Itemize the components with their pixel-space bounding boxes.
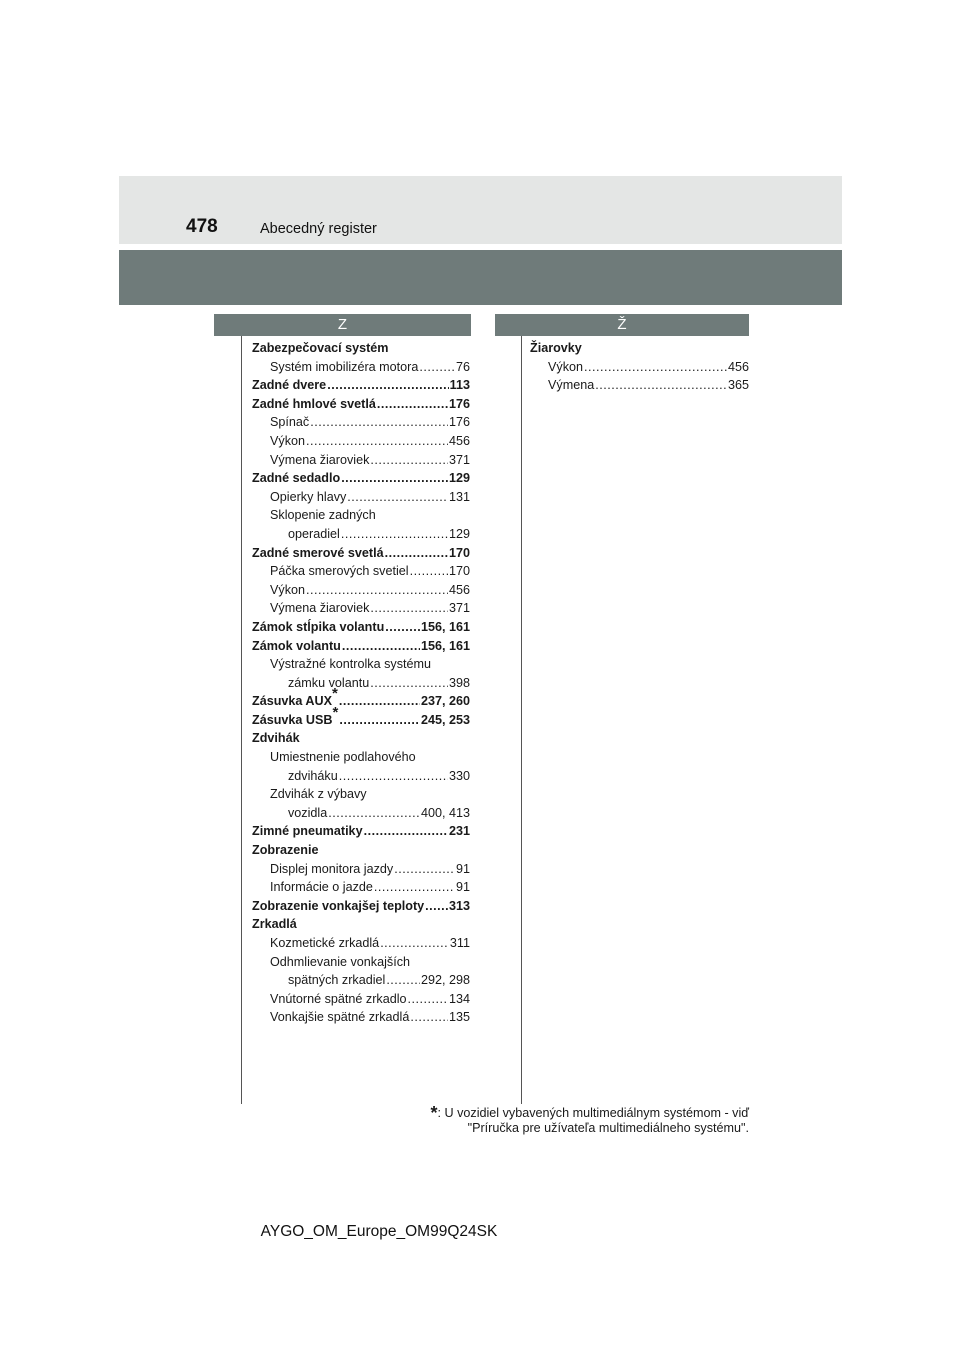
index-entry-text: Systém imobilizéra motora — [270, 359, 419, 374]
index-entry-term — [270, 451, 369, 470]
index-entry-text: Zobrazenie — [252, 843, 319, 858]
index-entry-page: 134 — [448, 991, 470, 1006]
index-entry-term — [252, 685, 338, 711]
dot-leader — [347, 488, 448, 507]
index-entry-page: 170 — [448, 564, 470, 579]
index-entry-term — [252, 843, 318, 857]
index-entry-term — [252, 897, 424, 916]
dot-leader — [310, 413, 448, 432]
dot-leader — [394, 860, 455, 879]
index-entry-page: 371 — [448, 601, 470, 616]
index-entry — [252, 469, 470, 488]
index-entry-term — [530, 341, 582, 355]
index-entry-page: 91 — [455, 861, 470, 876]
index-entry-page: 91 — [455, 880, 470, 895]
index-entry-term — [252, 917, 297, 931]
index-entry-term — [270, 657, 431, 671]
index-entry — [252, 506, 470, 525]
index-entry-term — [270, 990, 407, 1009]
index-entry — [252, 767, 470, 786]
index-entry — [252, 562, 470, 581]
index-entry — [252, 358, 470, 377]
letter-bar-z: Z — [214, 314, 471, 336]
dot-leader — [380, 934, 449, 953]
dot-leader — [377, 395, 448, 414]
index-entry-page: 156, 161 — [420, 638, 470, 653]
index-entry-text: Odhmlievanie vonkajších — [270, 954, 411, 969]
index-entry — [252, 655, 470, 674]
index-entry — [252, 544, 470, 563]
letter-bar-zh: Ž — [495, 314, 749, 336]
index-entry — [252, 703, 470, 730]
index-entry-text: Vnútorné spätné zrkadlo — [270, 991, 407, 1006]
index-entry — [252, 451, 470, 470]
index-entry — [252, 618, 470, 637]
index-entry-page: 176 — [448, 415, 470, 430]
index-entry — [252, 804, 470, 823]
index-entry — [252, 339, 470, 358]
index-entry-page: 292, 298 — [420, 973, 470, 988]
index-entry-term — [270, 955, 410, 969]
index-entry — [252, 413, 470, 432]
index-entry-page: 311 — [449, 936, 470, 950]
index-entry-term — [252, 544, 384, 563]
index-entry — [252, 395, 470, 414]
index-entry — [252, 581, 470, 600]
index-entry-text: Výkon — [270, 433, 306, 448]
index-entry-term — [270, 358, 418, 377]
index-entry-text: Zdvihák z výbavy — [270, 787, 367, 802]
index-entry — [530, 339, 749, 358]
index-entry — [252, 488, 470, 507]
page-number: 478 — [186, 216, 218, 237]
index-entry-text: Výmena — [548, 378, 595, 393]
index-entry — [252, 785, 470, 804]
index-entry-text: Zimné pneumatiky — [252, 824, 363, 839]
index-entry-page: 113 — [449, 378, 470, 393]
index-entry-text: Zadné smerové svetlá — [252, 545, 384, 560]
index-entry-page: 176 — [448, 396, 470, 411]
column-divider-right — [521, 336, 522, 1104]
index-entry-text: zámku volantu — [288, 675, 370, 690]
index-entry-term — [270, 413, 309, 432]
index-entry-term — [270, 1008, 409, 1027]
index-entry-page: 400, 413 — [420, 805, 470, 820]
index-entry — [252, 841, 470, 860]
index-entry-term — [270, 508, 376, 522]
index-entry — [252, 878, 470, 897]
index-entry — [252, 674, 470, 693]
index-entry-text: Zadné sedadlo — [252, 471, 341, 486]
index-entry-text: Výmena žiaroviek — [270, 601, 370, 616]
index-entry-text: vozidla — [288, 805, 328, 820]
index-entry-term — [252, 637, 341, 656]
index-entry-term — [288, 804, 327, 823]
index-entry — [252, 953, 470, 972]
index-entry-term — [270, 750, 416, 764]
index-entry-page: 237, 260 — [420, 694, 470, 709]
dot-leader — [342, 637, 420, 656]
index-entry-text: Sklopenie zadných — [270, 508, 376, 523]
index-entry-page: 371 — [448, 452, 470, 467]
dot-leader — [385, 544, 448, 563]
index-entry-term — [252, 376, 326, 395]
index-entry-term — [252, 395, 376, 414]
column-divider-left — [241, 336, 242, 1104]
index-entry — [252, 685, 470, 711]
index-entry-text: Spínač — [270, 415, 310, 430]
index-entry-page: 456 — [727, 359, 749, 374]
index-entry-term — [288, 971, 385, 990]
index-entry-page: 398 — [448, 675, 470, 690]
index-entry — [252, 860, 470, 879]
dot-leader — [306, 581, 448, 600]
dot-leader — [341, 469, 448, 488]
index-entry-text: Výmena žiaroviek — [270, 452, 370, 467]
index-entry-page: 129 — [448, 471, 470, 486]
index-entry-page: 245, 253 — [420, 712, 470, 727]
dot-leader — [339, 711, 420, 730]
footnote-star: * — [430, 1103, 438, 1123]
index-entry — [252, 822, 470, 841]
dot-leader — [328, 804, 420, 823]
index-entry-term — [270, 432, 305, 451]
index-entry — [252, 915, 470, 934]
index-entry-text: Zásuvka USB — [252, 712, 333, 727]
index-entry — [252, 897, 470, 916]
dot-leader — [410, 1008, 448, 1027]
index-entry-term — [270, 581, 305, 600]
index-column-left — [252, 339, 470, 1027]
footnote — [430, 1103, 750, 1136]
index-entry-page: 231 — [448, 824, 470, 839]
footnote-marker: * — [332, 703, 339, 721]
index-entry — [252, 432, 470, 451]
dot-leader — [339, 767, 448, 786]
dot-leader — [327, 376, 448, 395]
index-entry-page: 170 — [448, 545, 470, 560]
index-entry — [252, 990, 470, 1009]
index-entry-text: Kozmetické zrkadlá — [270, 936, 380, 950]
index-entry-text: Umiestnenie podlahového — [270, 750, 416, 765]
index-entry-text: spätných zrkadiel — [288, 973, 386, 988]
index-entry — [252, 971, 470, 990]
index-entry-text: Zadné hmlové svetlá — [252, 396, 376, 411]
index-entry — [252, 376, 470, 395]
index-entry-page: 129 — [448, 526, 470, 541]
index-entry-text: Displej monitora jazdy — [270, 861, 394, 876]
index-entry — [252, 729, 470, 748]
index-entry-term — [252, 618, 384, 637]
index-entry-term — [252, 341, 389, 355]
index-entry-text: Zobrazenie vonkajšej teploty — [252, 898, 425, 913]
document-code: AYGO_OM_Europe_OM99Q24SK — [260, 1223, 498, 1240]
dot-leader — [385, 618, 420, 637]
index-entry-text: Informácie o jazde — [270, 880, 373, 895]
dot-leader — [386, 971, 420, 990]
index-entry — [252, 934, 470, 953]
dot-leader — [425, 897, 448, 916]
dot-leader — [370, 599, 448, 618]
dot-leader — [370, 451, 448, 470]
index-entry-text: Zámok volantu — [252, 638, 341, 653]
index-entry-term — [270, 562, 409, 581]
dot-leader — [341, 525, 448, 544]
index-entry-term — [252, 469, 340, 488]
index-entry — [252, 525, 470, 544]
index-entry-page: 330 — [448, 768, 470, 783]
index-entry-text: zdviháku — [288, 768, 338, 783]
index-entry-text: Výkon — [548, 359, 584, 374]
section-title: Abecedný register — [260, 221, 377, 237]
dot-leader — [595, 376, 727, 395]
index-entry-text: Opierky hlavy — [270, 489, 347, 504]
dot-leader — [374, 878, 455, 897]
index-entry-text: Žiarovky — [530, 341, 582, 355]
index-column-right — [530, 339, 749, 395]
dot-leader — [339, 692, 420, 711]
index-entry-term — [270, 878, 373, 897]
index-entry-text: Výkon — [270, 582, 306, 597]
index-entry — [252, 599, 470, 618]
dot-leader — [419, 358, 455, 377]
header-top-band — [119, 176, 842, 244]
index-entry-page: 76 — [455, 359, 470, 374]
index-entry-page: 313 — [448, 898, 470, 913]
index-entry-term — [252, 731, 300, 745]
dot-leader — [370, 674, 448, 693]
index-entry-term — [288, 767, 338, 786]
index-entry-text: Zadné dvere — [252, 378, 327, 393]
footnote-line-2: "Príručka pre užívateľa multimediálneho systému". — [467, 1121, 749, 1135]
index-entry-page: 365 — [727, 378, 749, 393]
index-entry-page: 456 — [448, 433, 470, 448]
dot-leader — [410, 562, 448, 581]
header-band — [119, 250, 842, 305]
footnote-line-1: *: U vozidiel vybavených multimediálnym systémom - viď — [430, 1103, 749, 1123]
index-entry-text: Vonkajšie spätné zrkadlá — [270, 1010, 410, 1025]
index-entry-term — [270, 488, 346, 507]
index-entry-term — [270, 860, 393, 879]
index-entry-term — [288, 674, 369, 693]
index-entry-text: Zásuvka AUX — [252, 694, 333, 709]
index-entry — [252, 748, 470, 767]
dot-leader — [584, 358, 727, 377]
index-entry-page: 456 — [448, 582, 470, 597]
index-entry-text: Páčka smerových svetiel — [270, 564, 409, 579]
index-entry-text: Zdvihák — [252, 731, 300, 746]
index-entry-page: 156, 161 — [420, 619, 470, 634]
index-entry-text: Zámok stĺpika volantu — [252, 619, 385, 634]
index-entry-term — [270, 599, 369, 618]
index-entry — [252, 1008, 470, 1027]
index-entry-term — [252, 703, 339, 730]
index-entry-text: Výstražné kontrolka systému — [270, 657, 431, 672]
index-entry — [530, 358, 749, 377]
index-entry-term — [270, 934, 379, 953]
index-entry-term — [252, 822, 363, 841]
index-entry-term — [548, 358, 583, 377]
dot-leader — [408, 990, 448, 1009]
index-entry-term — [270, 787, 367, 801]
dot-leader — [364, 822, 448, 841]
footnote-marker: * — [332, 685, 338, 703]
index-entry — [252, 637, 470, 656]
index-entry — [530, 376, 749, 395]
dot-leader — [306, 432, 448, 451]
index-entry-term — [548, 376, 594, 395]
index-entry-page: 131 — [448, 489, 470, 504]
index-entry-page: 135 — [448, 1010, 470, 1025]
index-entry-text: operadiel — [288, 526, 340, 541]
index-entry-text: Zrkadlá — [252, 917, 297, 932]
index-entry-text: Zabezpečovací systém — [252, 341, 389, 355]
index-entry-term — [288, 525, 340, 544]
